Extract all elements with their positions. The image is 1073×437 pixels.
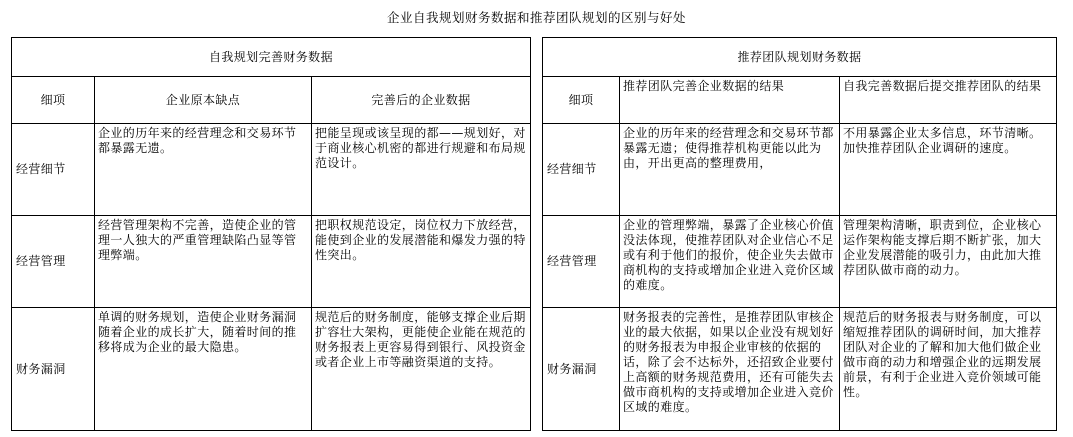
- table-cell: 规范后的财务报表与财务制度，可以缩短推荐团队的调研时间，加大推荐团队对企业的了解和加大他们做企业做市商的动力和增强企业的远期发展前景，有利于企业进入竞价领域可能性。: [840, 308, 1057, 431]
- recommended-team-table: [542, 37, 1057, 431]
- table-cell: 把能呈现或该呈现的都——规划好，对于商业核心机密的都进行规避和布局规范设计。: [312, 124, 531, 216]
- row-label: 财务漏洞: [543, 308, 620, 431]
- left-col-header-item: 细项: [12, 77, 95, 124]
- table-row: [12, 308, 531, 431]
- left-group-header: 自我规划完善财务数据: [12, 38, 531, 77]
- row-label: 经营管理: [12, 216, 95, 308]
- row-label: 经营管理: [543, 216, 620, 308]
- right-col-header-self-result: 自我完善数据后提交推荐团队的结果: [840, 77, 1057, 124]
- table-cell: 不用暴露企业太多信息，环节清晰。加快推荐团队企业调研的速度。: [840, 124, 1057, 216]
- right-group-header: 推荐团队规划财务数据: [543, 38, 1057, 77]
- page-title: 企业自我规划财务数据和推荐团队规划的区别与好处: [386, 10, 686, 25]
- table-row: [12, 124, 531, 216]
- table-cell: 企业的历年来的经营理念和交易环节都暴露无遗。: [95, 124, 312, 216]
- table-cell: 规范后的财务制度，能够支撑企业后期扩容壮大架构，更能使企业能在规范的财务报表上更容易得到银行、风投资金或者企业上市等融资渠道的支持。: [312, 308, 531, 431]
- right-col-header-item: 细项: [543, 77, 620, 124]
- self-planning-table: [11, 37, 531, 431]
- row-label: 财务漏洞: [12, 308, 95, 431]
- table-cell: 财务报表的完善性，是推荐团队审核企业的最大依据，如果以企业没有规划好的财务报表为申报企业审核的依据的话，除了会不达标外，还招致企业要付上高额的财务规范费用，还有可能失去做市商机构的支持或增加企业进入竞价区域的难度。: [620, 308, 840, 431]
- right-col-header-team-result: 推荐团队完善企业数据的结果: [620, 77, 840, 124]
- row-label: 经营细节: [12, 124, 95, 216]
- left-col-header-original: 企业原本缺点: [95, 77, 312, 124]
- table-row: [543, 308, 1057, 431]
- table-cell: 单调的财务规划，造使企业财务漏洞随着企业的成长扩大，随着时间的推移将成为企业的最大隐患。: [95, 308, 312, 431]
- table-cell: 管理架构清晰，职责到位，企业核心运作架构能支撑后期不断扩张，加大企业发展潜能的吸引力，由此加大推荐团队做市商的动力。: [840, 216, 1057, 308]
- table-cell: 把职权规范设定，岗位权力下放经营，能使到企业的发展潜能和爆发力强的特性突出。: [312, 216, 531, 308]
- table-row: [543, 124, 1057, 216]
- table-cell: 经营管理架构不完善，造使企业的管理一人独大的严重管理缺陷凸显等管理弊端。: [95, 216, 312, 308]
- table-row: [543, 216, 1057, 308]
- table-cell: 企业的历年来的经营理念和交易环节都暴露无遗；使得推荐机构更能以此为由，开出更高的整理费用，: [620, 124, 840, 216]
- table-cell: 企业的管理弊端，暴露了企业核心价值没法体现，使推荐团队对企业信心不足或有利于他们的报价，使企业失去做市商机构的支持或增加企业进入竞价区域的难度。: [620, 216, 840, 308]
- left-col-header-improved: 完善后的企业数据: [312, 77, 531, 124]
- table-row: [12, 216, 531, 308]
- row-label: 经营细节: [543, 124, 620, 216]
